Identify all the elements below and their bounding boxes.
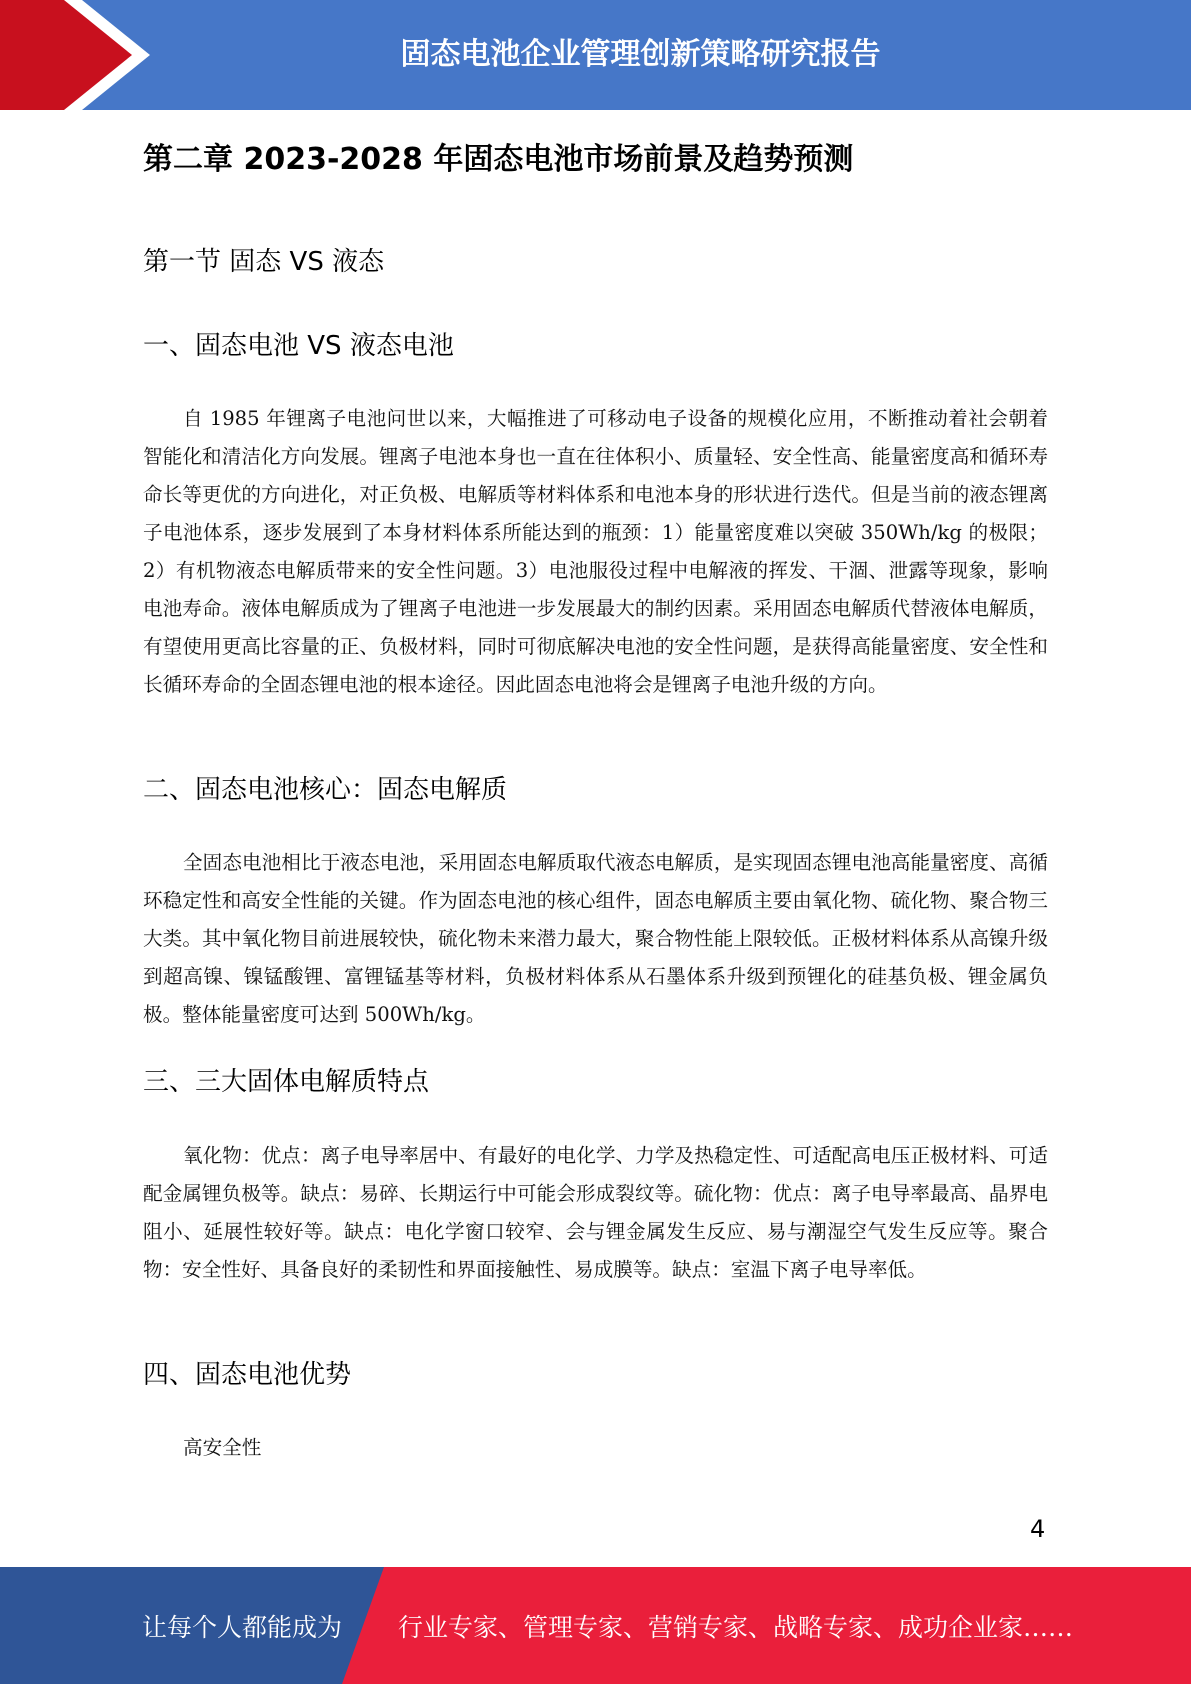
subsection-heading: 三、三大固体电解质特点: [143, 1067, 430, 1097]
report-title: 固态电池企业管理创新策略研究报告: [400, 37, 881, 72]
footer-slogan-left: 让每个人都能成为: [142, 1612, 343, 1642]
section-title: 第一节 固态 VS 液态: [143, 247, 385, 277]
chapter-title: 第二章 2023-2028 年固态电池市场前景及趋势预测: [143, 142, 854, 177]
footer-slogan-right: 行业专家、管理专家、营销专家、战略专家、成功企业家……: [398, 1612, 1074, 1642]
page-footer: [0, 1567, 1191, 1684]
page-header: [0, 0, 1191, 110]
body-paragraph: 全固态电池相比于液态电池，采用固态电解质取代液态电解质，是实现固态锂电池高能量密度、高循环稳定性和高安全性能的关键。作为固态电池的核心组件，固态电解质主要由氧化物、硫化物、聚合物三大类。其中氧化物目前进展较快，硫化物未来潜力最大，聚合物性能上限较低。正极材料体系从高镍升级到超高镍、镍锰酸锂、富锂锰基等材料，负极材料体系从石墨体系升级到预锂化的硅基负极、锂金属负极。整体能量密度可达到 500Wh/kg。: [143, 851, 1048, 1026]
subsection-heading: 四、固态电池优势: [143, 1360, 352, 1390]
subsection-heading: 一、固态电池 VS 液态电池: [143, 331, 454, 361]
body-paragraph: 自 1985 年锂离子电池问世以来，大幅推进了可移动电子设备的规模化应用，不断推动着社会朝着智能化和清洁化方向发展。锂离子电池本身也一直在往体积小、质量轻、安全性高、能量密度高和循环寿命长等更优的方向进化，对正负极、电解质等材料体系和电池本身的形状进行迭代。但是当前的液态锂离子电池体系，逐步发展到了本身材料体系所能达到的瓶颈：1）能量密度难以突破 350Wh/kg 的极限；2）有机物液态电解质带来的安全性问题。3）电池服役过程中电解液的挥发、干涸、泄露等现象，影响电池寿命。液体电解质成为了锂离子电池进一步发展最大的制约因素。采用固态电解质代替液体电解质，有望使用更高比容量的正、负极材料，同时可彻底解决电池的安全性问题，是获得高能量密度、安全性和长循环寿命的全固态锂电池的根本途径。因此固态电池将会是锂离子电池升级的方向。: [143, 407, 1048, 696]
subsection-heading: 二、固态电池核心：固态电解质: [143, 775, 508, 805]
body-paragraph: 高安全性: [183, 1436, 262, 1459]
body-paragraph: 氧化物：优点：离子电导率居中、有最好的电化学、力学及热稳定性、可适配高电压正极材料、可适配金属锂负极等。缺点：易碎、长期运行中可能会形成裂纹等。硫化物：优点：离子电导率最高、晶界电阻小、延展性较好等。缺点：电化学窗口较窄、会与锂金属发生反应、易与潮湿空气发生反应等。聚合物：安全性好、具备良好的柔韧性和界面接触性、易成膜等。缺点：室温下离子电导率低。: [143, 1144, 1048, 1281]
page-number: 4: [1030, 1515, 1046, 1543]
